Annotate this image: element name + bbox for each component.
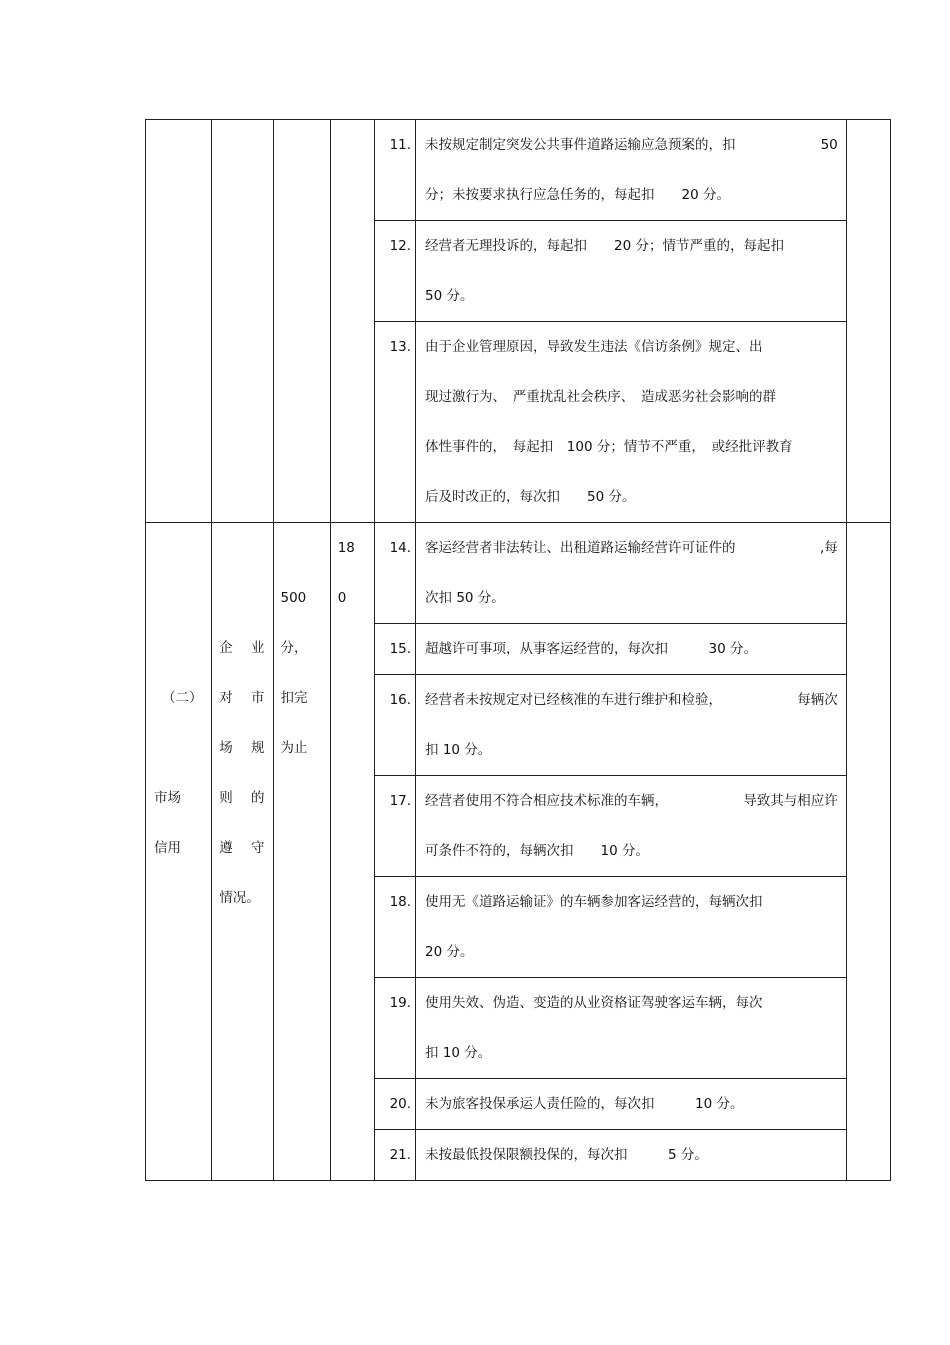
row-number: 12. [374,221,415,322]
item-line: 遵 守 [219,840,265,856]
item-line: 企 业 [219,640,265,656]
score-line: 分， [280,640,308,656]
row-description [416,877,847,978]
description-line: 未按最低投保限额投保的，每次扣 5 分。 [425,1147,708,1163]
remarks-cell-empty [846,120,890,523]
category-label: 市场 [154,790,181,806]
row-description [416,776,847,877]
scoring-table [145,119,891,1181]
item-line: 对 市 [219,690,265,706]
category-cell-empty [146,120,212,523]
item-line: 情况。 [219,890,260,906]
description-line: 使用失效、伪造、变造的从业资格证驾驶客运车辆，每次 [425,995,763,1011]
description-line: 20 分。 [425,944,474,960]
score-line: 为止 [280,740,308,756]
row-number: 14. [374,523,415,624]
score-line: 扣完 [280,690,308,706]
row-number: 20. [374,1079,415,1130]
row-description [416,1079,847,1130]
row-number: 17. [374,776,415,877]
subscore-line: 18 [337,540,355,556]
item-line: 则 的 [219,790,265,806]
row-number: 15. [374,624,415,675]
description-line: 超越许可事项，从事客运经营的，每次扣 30 分。 [425,641,758,657]
row-number: 18. [374,877,415,978]
description-line: 后及时改正的，每次扣 50 分。 [425,489,636,505]
subscore-cell-empty [330,120,374,523]
description-line: 50 分。 [425,288,474,304]
item-cell [212,523,273,1181]
description-line: 现过激行为、 严重扰乱社会秩序、 造成恶劣社会影响的群 [425,389,777,405]
remarks-cell-empty [846,523,890,1181]
score-line: 500 [280,590,307,606]
description-line: 分；未按要求执行应急任务的，每起扣 20 分。 [425,187,731,203]
item-cell-empty [212,120,273,523]
category-label: 信用 [154,840,181,856]
table-row [146,523,891,624]
description-line: 未为旅客投保承运人责任险的，每次扣 10 分。 [425,1096,744,1112]
row-description [416,523,847,624]
description-line: 扣 10 分。 [425,742,492,758]
row-number: 16. [374,675,415,776]
category-cell [146,523,212,1181]
description-line: 使用无《道路运输证》的车辆参加客运经营的，每辆次扣 [425,894,763,910]
row-number: 19. [374,978,415,1079]
description-line: 未按规定制定突发公共事件道路运输应急预案的，扣 50 [425,137,838,153]
row-description [416,675,847,776]
row-description [416,120,847,221]
description-line: 经营者无理投诉的，每起扣 20 分；情节严重的，每起扣 [425,238,785,254]
row-number: 11. [374,120,415,221]
row-number: 21. [374,1130,415,1181]
item-line: 场 规 [219,740,265,756]
row-description [416,624,847,675]
row-description [416,978,847,1079]
table-body [146,120,891,1181]
table-row [146,120,891,221]
subscore-cell [330,523,374,1181]
row-description [416,1130,847,1181]
score-cell-empty [273,120,330,523]
description-line: 经营者使用不符合相应技术标准的车辆， 导致其与相应许 [425,793,838,809]
category-number: （二） [162,690,203,706]
description-line: 客运经营者非法转让、出租道路运输经营许可证件的 ,每 [425,540,838,556]
row-description [416,221,847,322]
description-line: 扣 10 分。 [425,1045,492,1061]
subscore-line: 0 [337,590,347,606]
description-line: 可条件不符的，每辆次扣 10 分。 [425,843,650,859]
row-number: 13. [374,322,415,523]
description-line: 由于企业管理原因，导致发生违法《信访条例》规定、出 [425,339,763,355]
description-line: 次扣 50 分。 [425,590,505,606]
description-line: 经营者未按规定对已经核准的车进行维护和检验， 每辆次 [425,692,838,708]
description-line: 体性事件的， 每起扣 100 分；情节不严重， 或经批评教育 [425,439,793,455]
row-description [416,322,847,523]
score-cell [273,523,330,1181]
